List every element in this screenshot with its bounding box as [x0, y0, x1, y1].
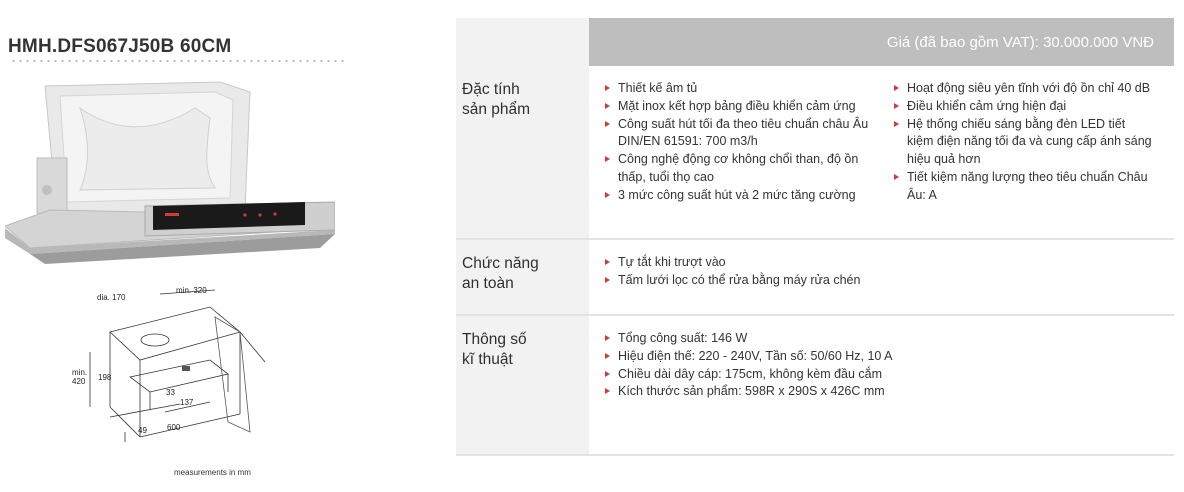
features-label-line2: sản phẩm — [462, 101, 531, 118]
tech-label — [456, 316, 589, 454]
tech-row — [456, 316, 1174, 456]
price-text: Giá (đã bao gồm VAT): 30.000.000 VNĐ — [589, 18, 1174, 66]
list-item: Tổng công suất: 146 W — [603, 330, 1143, 348]
list-item: Công nghệ động cơ không chổi than, độ ồn thấp, tuổi thọ cao — [603, 151, 878, 187]
features-label-line1: Đặc tính — [462, 81, 520, 98]
list-item: 3 mức công suất hút và 2 mức tăng cường — [603, 187, 878, 205]
list-item: Hiệu điện thế: 220 - 240V, Tần số: 50/60 Hz, 10 A — [603, 348, 1143, 366]
tech-label-line1: Thông số — [462, 331, 527, 348]
features-label — [456, 66, 589, 238]
list-item: Tiết kiệm năng lượng theo tiêu chuẩn Châu Âu: A — [892, 169, 1152, 205]
dim-label-49: 49 — [138, 426, 147, 435]
dim-label-420: 420 — [72, 377, 86, 386]
tech-label-line2: kĩ thuật — [462, 351, 513, 368]
dim-label-dia: dia. 170 — [97, 293, 126, 302]
dim-label-600: 600 — [167, 423, 181, 432]
dim-label-137: 137 — [180, 398, 194, 407]
title-dotted-divider — [10, 60, 345, 62]
list-item: Tấm lưới lọc có thể rửa bằng máy rửa chén — [603, 272, 1143, 290]
dimension-drawing — [70, 282, 318, 447]
list-item: Mặt inox kết hợp bảng điều khiển cảm ứng — [603, 98, 878, 116]
list-item: Thiết kế âm tủ — [603, 80, 878, 98]
spec-table — [456, 18, 1174, 456]
tech-list — [603, 330, 1143, 454]
measurements-note: measurements in mm — [174, 468, 251, 477]
dim-label-198: 198 — [98, 373, 112, 382]
range-hood-image — [5, 78, 335, 268]
dim-label-33: 33 — [166, 388, 175, 397]
list-item: Hệ thống chiếu sáng bằng đèn LED tiết kiệm điện năng tối đa và cung cấp ánh sáng hiệu quả hơn — [892, 116, 1152, 169]
safety-list — [603, 254, 1143, 314]
list-item: Công suất hút tối đa theo tiêu chuẩn châu Âu DIN/EN 61591: 700 m3/h — [603, 116, 878, 152]
features-list-right — [892, 80, 1152, 238]
safety-row — [456, 240, 1174, 316]
features-list-left — [603, 80, 878, 238]
safety-label — [456, 240, 589, 314]
safety-label-line2: an toàn — [462, 275, 514, 292]
list-item: Hoạt động siêu yên tĩnh với độ ồn chỉ 40 dB — [892, 80, 1152, 98]
dim-label-min320: min. 320 — [176, 286, 207, 295]
list-item: Tự tắt khi trượt vào — [603, 254, 1143, 272]
product-title: HMH.DFS067J50B 60CM — [8, 36, 232, 57]
features-row — [456, 66, 1174, 240]
safety-label-line1: Chức năng — [462, 255, 539, 272]
price-row — [456, 18, 1174, 66]
price-row-label-cell — [456, 18, 589, 66]
list-item: Chiều dài dây cáp: 175cm, không kèm đầu cắm — [603, 366, 1143, 384]
list-item: Kích thước sản phẩm: 598R x 290S x 426C mm — [603, 383, 1143, 401]
list-item: Điều khiển cảm ứng hiện đại — [892, 98, 1152, 116]
dim-label-min: min. — [72, 368, 88, 377]
